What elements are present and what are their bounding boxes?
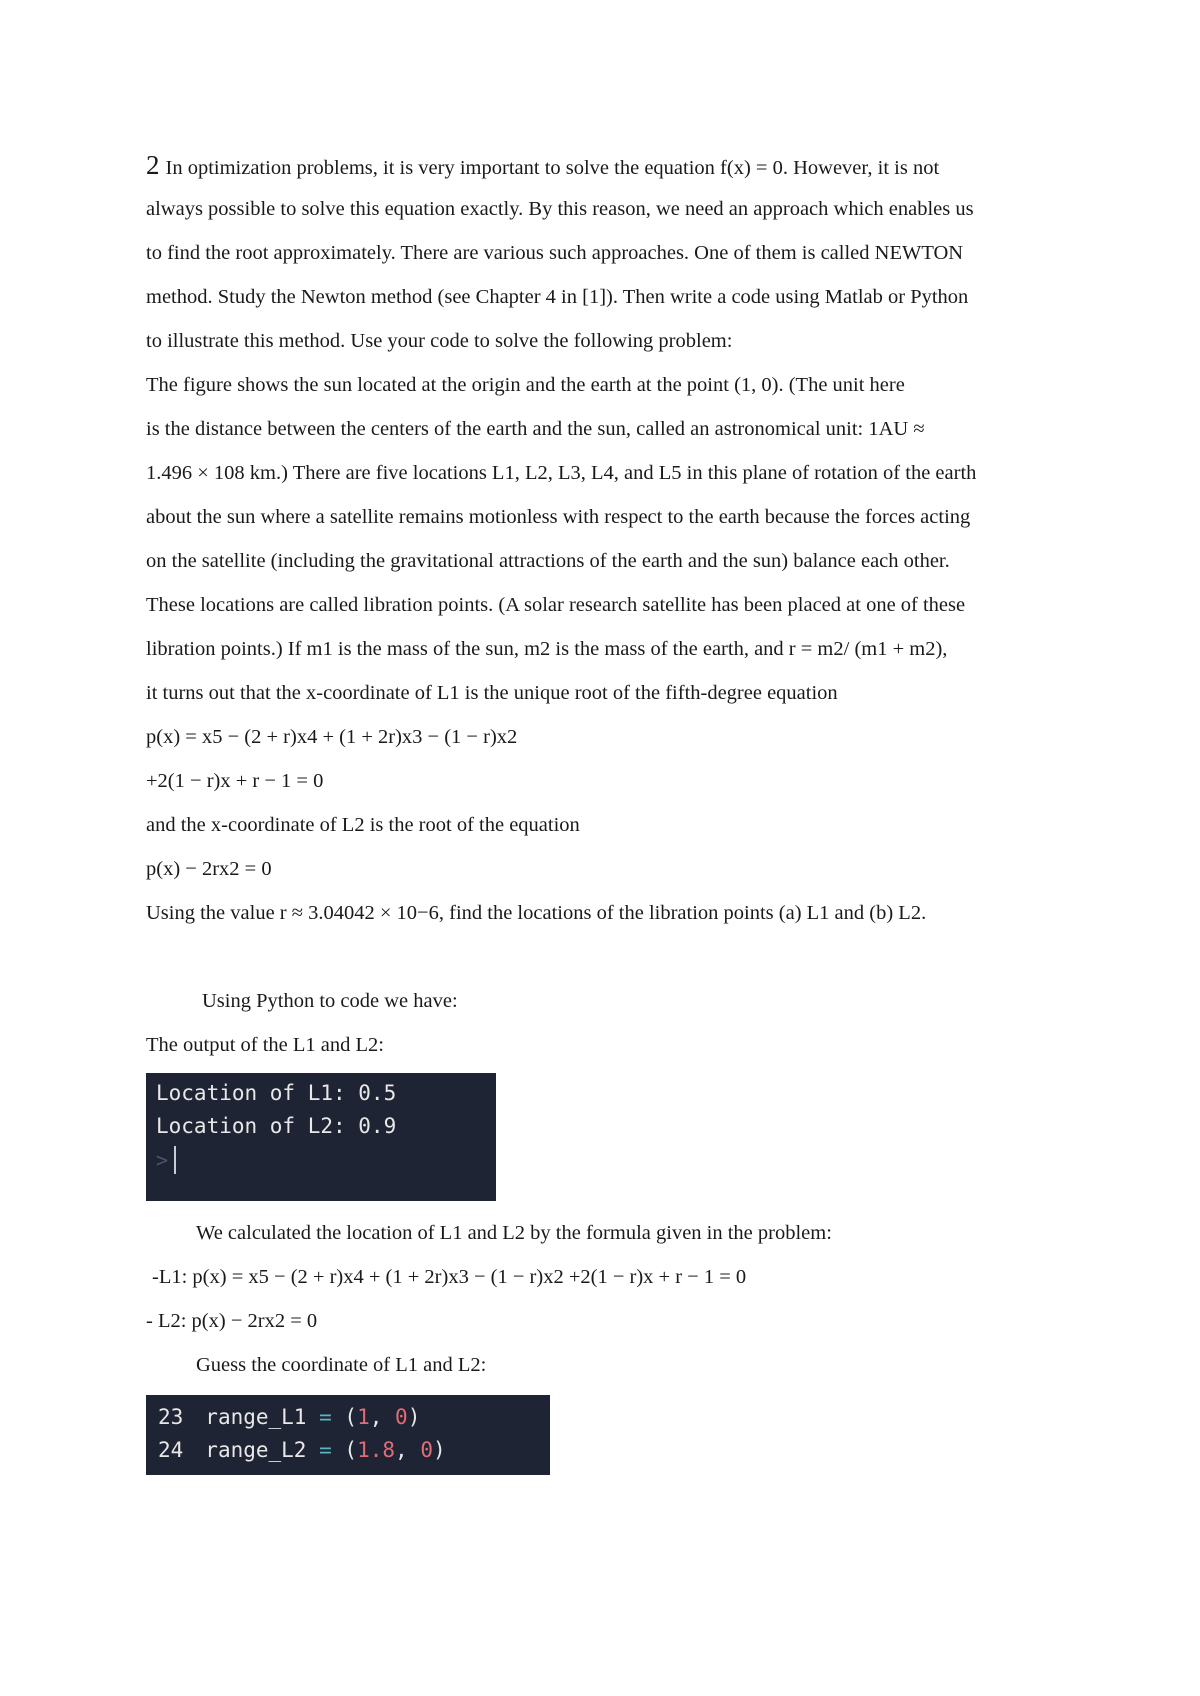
code-paren: ( — [344, 1405, 358, 1429]
terminal-line-l1: Location of L1: 0.5 — [156, 1081, 397, 1105]
code-number: 1.8 — [357, 1438, 396, 1462]
question-line: about the sun where a satellite remains motionless with respect to the earth because the forces acting — [146, 506, 971, 528]
code-separator: , — [395, 1438, 421, 1462]
document-body — [146, 143, 1066, 1475]
code-operator: = — [319, 1438, 332, 1462]
question-line: to illustrate this method. Use your code to solve the following problem: — [146, 330, 733, 352]
answer-intro: Using Python to code we have: — [202, 990, 458, 1012]
question-line: These locations are called libration points. (A solar research satellite has been placed at one of these — [146, 594, 966, 616]
code-variable: range_L2 — [205, 1438, 307, 1462]
code-line — [158, 1401, 550, 1434]
output-label: The output of the L1 and L2: — [146, 1034, 384, 1056]
question-line: The figure shows the sun located at the origin and the earth at the point (1, 0). (The unit here — [146, 374, 905, 396]
code-number: 0 — [395, 1405, 408, 1429]
code-separator: , — [369, 1405, 396, 1429]
question-line — [146, 143, 1066, 187]
code-number: 1 — [357, 1405, 370, 1429]
equation-line: p(x) = x5 − (2 + r)x4 + (1 + 2r)x3 − (1 − r)x2 — [146, 726, 518, 748]
equation-line: p(x) − 2rx2 = 0 — [146, 858, 272, 880]
question-text: In optimization problems, it is very important to solve the equation f(x) = 0. However, it is not — [165, 157, 940, 179]
line-number: 24 — [158, 1438, 184, 1462]
question-line: on the satellite (including the gravitational attractions of the earth and the sun) balance each other. — [146, 550, 950, 572]
formula-l1: -L1: p(x) = x5 − (2 + r)x4 + (1 + 2r)x3 − (1 − r)x2 +2(1 − r)x + r − 1 = 0 — [152, 1266, 747, 1288]
question-line: to find the root approximately. There are various such approaches. One of them is called NEWTON — [146, 242, 964, 264]
code-snippet-screenshot — [146, 1395, 550, 1475]
guess-label: Guess the coordinate of L1 and L2: — [196, 1354, 487, 1376]
terminal-line-l2: Location of L2: 0.9 — [156, 1114, 397, 1138]
code-variable: range_L1 — [205, 1405, 307, 1429]
question-line: 1.496 × 108 km.) There are five locations L1, L2, L3, L4, and L5 in this plane of rotation of the earth — [146, 462, 977, 484]
code-line — [158, 1434, 550, 1467]
question-line: and the x-coordinate of L2 is the root of the equation — [146, 814, 580, 836]
code-paren: ) — [407, 1405, 421, 1429]
question-number: 2 — [146, 150, 160, 180]
code-paren: ) — [432, 1438, 446, 1462]
terminal-prompt-row — [156, 1143, 496, 1177]
spacer — [146, 935, 1066, 979]
calc-intro: We calculated the location of L1 and L2 by the formula given in the problem: — [196, 1222, 832, 1244]
code-paren: ( — [344, 1438, 358, 1462]
question-line: it turns out that the x-coordinate of L1 is the unique root of the fifth-degree equation — [146, 682, 838, 704]
question-line: Using the value r ≈ 3.04042 × 10−6, find the locations of the libration points (a) L1 and (b) L2. — [146, 902, 927, 924]
code-operator: = — [319, 1405, 332, 1429]
question-line: always possible to solve this equation exactly. By this reason, we need an approach which enables us — [146, 198, 974, 220]
equation-line: +2(1 − r)x + r − 1 = 0 — [146, 770, 324, 792]
code-number: 0 — [420, 1438, 433, 1462]
terminal-cursor — [174, 1146, 176, 1174]
line-number: 23 — [158, 1405, 184, 1429]
terminal-output-screenshot — [146, 1073, 496, 1201]
question-line: libration points.) If m1 is the mass of the sun, m2 is the mass of the earth, and r = m2/ (m1 + m2), — [146, 638, 948, 660]
formula-l2: - L2: p(x) − 2rx2 = 0 — [146, 1310, 318, 1332]
question-line: method. Study the Newton method (see Chapter 4 in [1]). Then write a code using Matlab or Python — [146, 286, 969, 308]
question-line: is the distance between the centers of the earth and the sun, called an astronomical unit: 1AU ≈ — [146, 418, 925, 440]
terminal-prompt: > — [156, 1147, 169, 1172]
